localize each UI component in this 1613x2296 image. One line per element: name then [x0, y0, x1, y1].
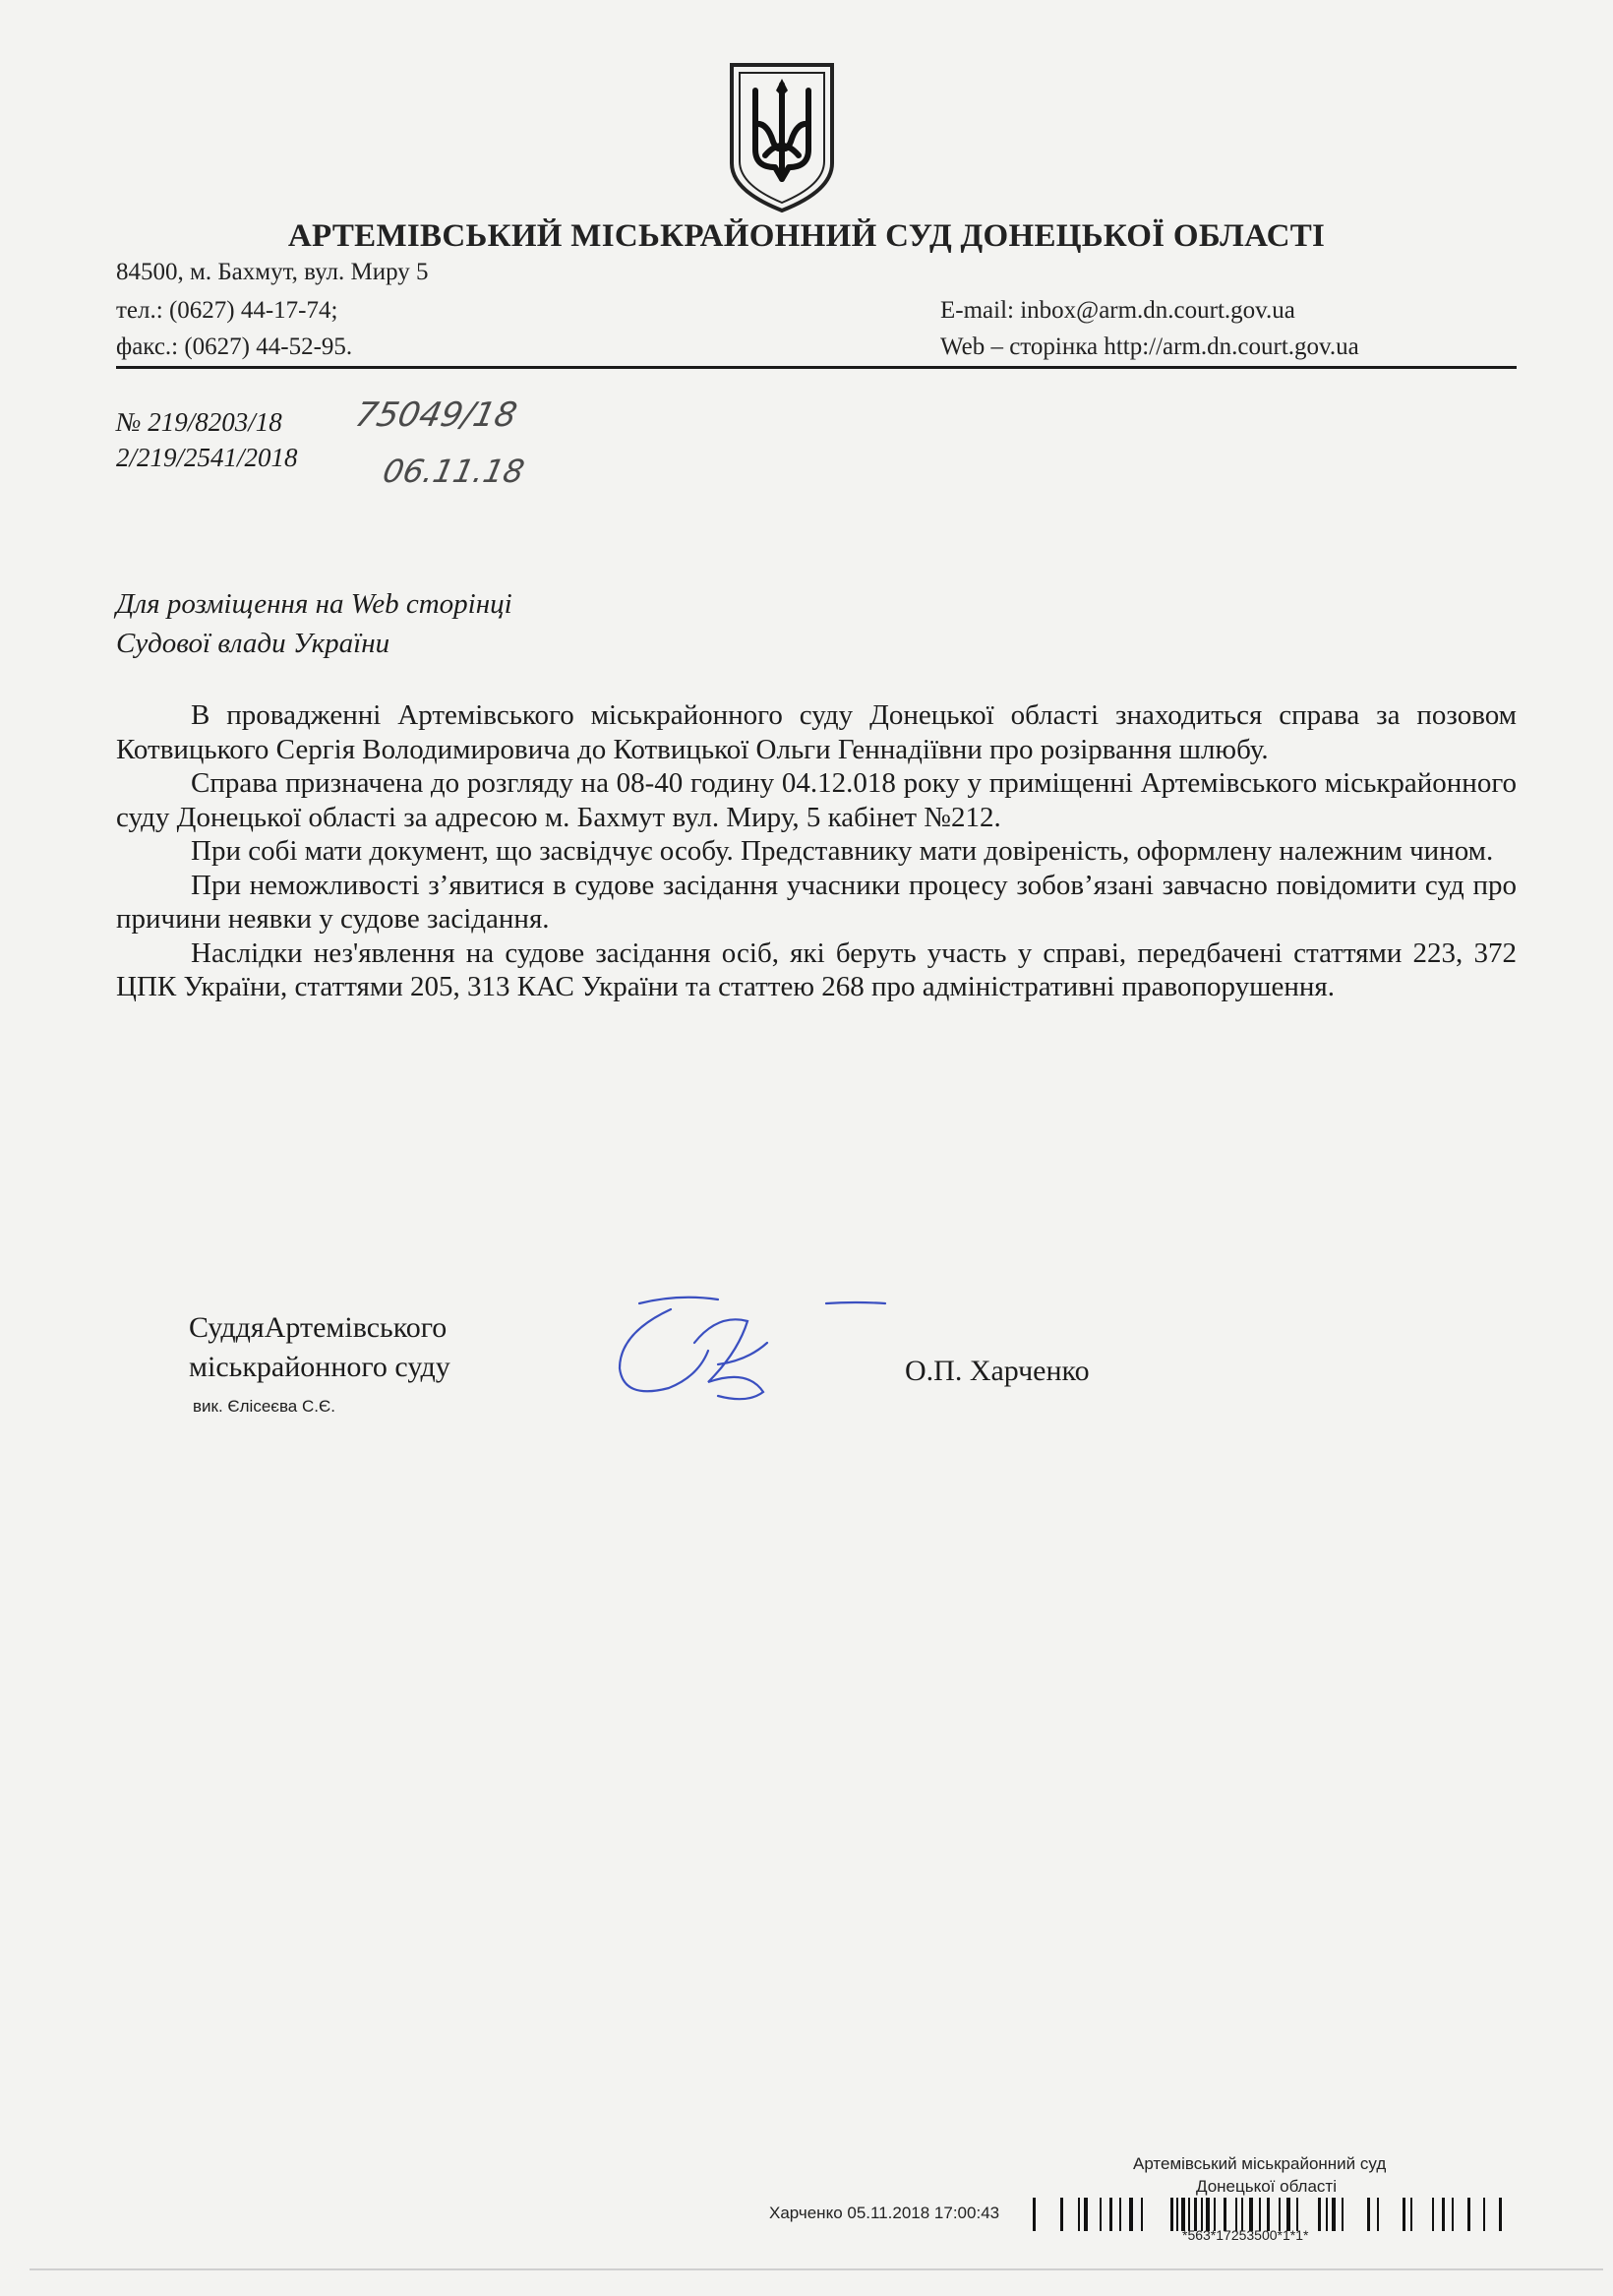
court-address: 84500, м. Бахмут, вул. Миру 5: [116, 259, 429, 285]
body-paragraph: В провадженні Артемівського міськрайонного суду Донецької області знаходиться справа за позовом Котвицького Сергія Володимировича до Котвицької Ольги Геннадіївни про розірвання шлюбу.: [116, 699, 1517, 765]
signatory-name: О.П. Харченко: [905, 1355, 1090, 1387]
court-name-heading: АРТЕМІВСЬКИЙ МІСЬКРАЙОННИЙ СУД ДОНЕЦЬКОЇ ОБЛАСТІ: [287, 218, 1326, 254]
body-paragraph: При неможливості з’явитися в судове засідання учасники процесу зобов’язані завчасно повідомити суд про причини неявки у судове засідання.: [116, 869, 1517, 935]
handwritten-date: 06.11.18: [379, 453, 528, 490]
reference-number: № 219/8203/18: [116, 407, 282, 437]
handwritten-registration-number: 75049/18: [351, 395, 521, 435]
body-paragraph: При собі мати документ, що засвідчує особу. Представнику мати довіреність, оформлену належним чином.: [191, 835, 1494, 867]
signatory-title-line-2: міськрайонного суду: [189, 1351, 450, 1383]
case-number: 2/219/2541/2018: [116, 443, 298, 472]
executor-note: вик. Єлісеєва С.Є.: [193, 1397, 335, 1416]
body-paragraph: Справа призначена до розгляду на 08-40 годину 04.12.018 року у приміщенні Артемівського міськрайонного суду Донецької області за адресою м. Бахмут вул. Миру, 5 кабінет №212.: [116, 767, 1517, 833]
addressee-line-2: Судової влади України: [116, 628, 390, 659]
addressee-line-1: Для розміщення на Web сторінці: [116, 588, 512, 620]
handwritten-signature: [600, 1274, 895, 1421]
header-divider: [116, 366, 1517, 369]
court-email: E-mail: inbox@arm.dn.court.gov.ua: [940, 297, 1295, 324]
body-paragraph: Наслідки нез'явлення на судове засідання осіб, які беруть участь у справі, передбачені статтями 223, 372 ЦПК України, статтями 205, 313 КАС України та статтею 268 про адміністративні правопорушення.: [116, 937, 1517, 1002]
barcode-text: *563*17253500*1*1*: [1182, 2227, 1309, 2243]
notice-body: [116, 698, 1517, 1004]
page-bottom-edge: [30, 2268, 1603, 2270]
stamp-timestamp: Харченко 05.11.2018 17:00:43: [769, 2204, 1000, 2222]
coat-of-arms-trident-icon: [726, 61, 838, 214]
stamp-organization-line-1: Артемівський міськрайонний суд: [1133, 2154, 1387, 2173]
court-fax: факс.: (0627) 44-52-95.: [116, 333, 353, 360]
signatory-title-line-1: СуддяАртемівського: [189, 1311, 448, 1344]
court-phone: тел.: (0627) 44-17-74;: [116, 297, 338, 324]
stamp-organization-line-2: Донецької області: [1196, 2177, 1337, 2196]
court-website: Web – сторінка http://arm.dn.court.gov.ua: [940, 333, 1359, 360]
